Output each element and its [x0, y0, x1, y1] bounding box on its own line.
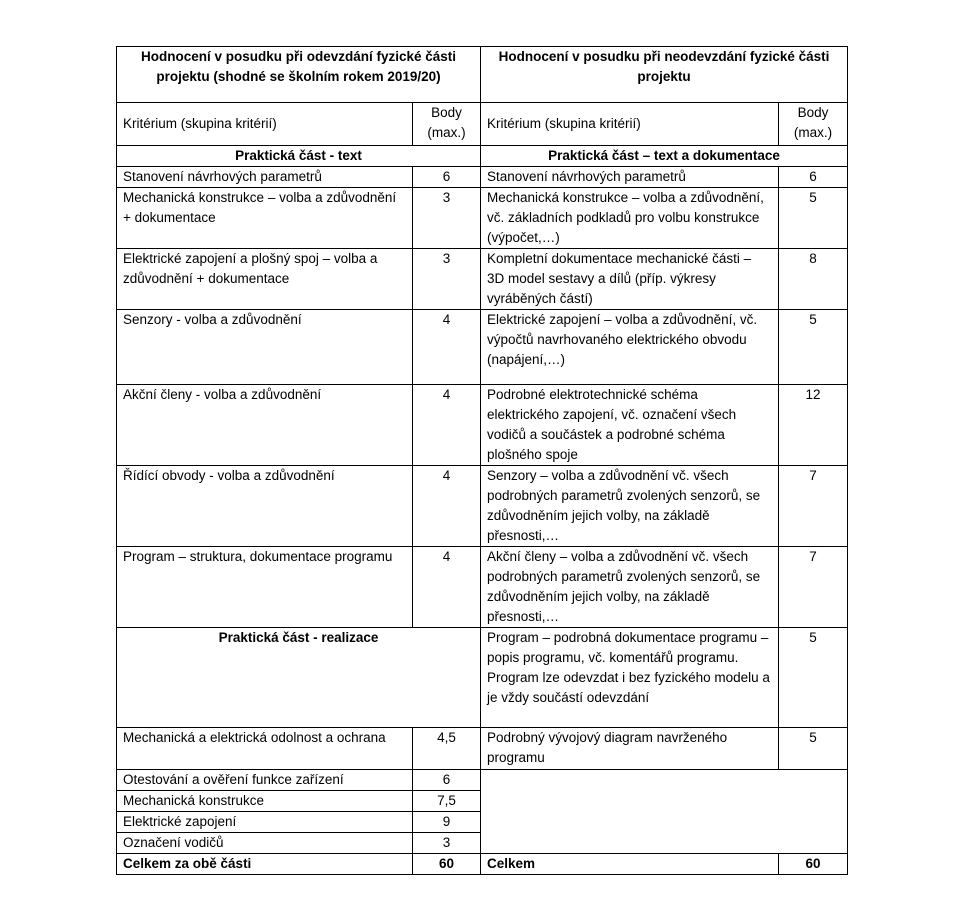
empty-cell: [481, 770, 848, 854]
left-criterion: Mechanická a elektrická odolnost a ochrana: [117, 728, 413, 770]
right-points: 5: [779, 188, 848, 249]
left-criterion: Elektrické zapojení: [117, 812, 413, 833]
left-criterion: Senzory - volba a zdůvodnění: [117, 310, 413, 385]
table-row: [117, 310, 848, 385]
right-criterion: Kompletní dokumentace mechanické části – 3D model sestavy a dílů (příp. výkresy vyráběných částí): [481, 249, 779, 310]
right-criterion: Akční členy – volba a zdůvodnění vč. všech podrobných parametrů zvolených senzorů, se zdůvodněním jejich volby, na základě přesnosti,…: [481, 547, 779, 628]
left-criterion: Mechanická konstrukce – volba a zdůvodnění + dokumentace: [117, 188, 413, 249]
right-points: 5: [779, 310, 848, 385]
left-criterion-header: Kritérium (skupina kritérií): [117, 103, 413, 146]
left-section-realization: Praktická část - realizace: [117, 628, 481, 728]
right-points: 5: [779, 628, 848, 728]
left-points: 4: [413, 466, 481, 547]
right-total-label: Celkem: [481, 854, 779, 875]
evaluation-table: [116, 46, 848, 875]
left-criterion: Akční členy - volba a zdůvodnění: [117, 385, 413, 466]
left-criterion: Řídící obvody - volba a zdůvodnění: [117, 466, 413, 547]
left-criterion: Program – struktura, dokumentace programu: [117, 547, 413, 628]
left-points: 6: [413, 770, 481, 791]
table-row: [117, 628, 848, 728]
table-row: [117, 249, 848, 310]
left-points: 4: [413, 310, 481, 385]
left-header-title: Hodnocení v posudku při odevzdání fyzické části projektu (shodné se školním rokem 2019/20): [117, 47, 481, 103]
right-points-header: Body (max.): [779, 103, 848, 146]
table-row: [117, 547, 848, 628]
right-criterion: Elektrické zapojení – volba a zdůvodnění, vč. výpočtů navrhovaného elektrického obvodu (napájení,…): [481, 310, 779, 385]
right-criterion: Stanovení návrhových parametrů: [481, 167, 779, 188]
right-points: 5: [779, 728, 848, 770]
left-points: 6: [413, 167, 481, 188]
left-points: 3: [413, 188, 481, 249]
right-header-title: Hodnocení v posudku při neodevzdání fyzické části projektu: [481, 47, 848, 103]
table-row: [117, 466, 848, 547]
left-points: 4,5: [413, 728, 481, 770]
left-criterion: Mechanická konstrukce: [117, 791, 413, 812]
right-points: 7: [779, 466, 848, 547]
table-row: [117, 385, 848, 466]
table-row: [117, 770, 848, 791]
left-points-header: Body (max.): [413, 103, 481, 146]
right-criterion-header: Kritérium (skupina kritérií): [481, 103, 779, 146]
right-criterion: Program – podrobná dokumentace programu – popis programu, vč. komentářů programu. Program lze odevzdat i bez fyzického modelu a je vždy součástí odevzdání: [481, 628, 779, 728]
left-points: 4: [413, 385, 481, 466]
table-row: [117, 188, 848, 249]
left-section-text: Praktická část - text: [117, 146, 481, 167]
right-points: 12: [779, 385, 848, 466]
left-criterion: Označení vodičů: [117, 833, 413, 854]
right-criterion: Podrobné elektrotechnické schéma elektrického zapojení, vč. označení všech vodičů a součástek a podrobné schéma plošného spoje: [481, 385, 779, 466]
right-criterion: Senzory – volba a zdůvodnění vč. všech podrobných parametrů zvolených senzorů, se zdůvodněním jejich volby, na základě přesnosti,…: [481, 466, 779, 547]
right-criterion: Mechanická konstrukce – volba a zdůvodnění, vč. základních podkladů pro volbu konstrukce (výpočet,…): [481, 188, 779, 249]
left-total-label: Celkem za obě části: [117, 854, 413, 875]
right-points: 7: [779, 547, 848, 628]
left-points: 4: [413, 547, 481, 628]
left-points: 3: [413, 833, 481, 854]
left-points: 9: [413, 812, 481, 833]
right-section-text: Praktická část – text a dokumentace: [481, 146, 848, 167]
right-criterion: Podrobný vývojový diagram navrženého programu: [481, 728, 779, 770]
right-total-points: 60: [779, 854, 848, 875]
table-row: [117, 728, 848, 770]
left-criterion: Stanovení návrhových parametrů: [117, 167, 413, 188]
right-points: 8: [779, 249, 848, 310]
right-points: 6: [779, 167, 848, 188]
left-points: 7,5: [413, 791, 481, 812]
left-criterion: Otestování a ověření funkce zařízení: [117, 770, 413, 791]
table-row: [117, 167, 848, 188]
left-total-points: 60: [413, 854, 481, 875]
left-points: 3: [413, 249, 481, 310]
left-criterion: Elektrické zapojení a plošný spoj – volba a zdůvodnění + dokumentace: [117, 249, 413, 310]
total-row: [117, 854, 848, 875]
